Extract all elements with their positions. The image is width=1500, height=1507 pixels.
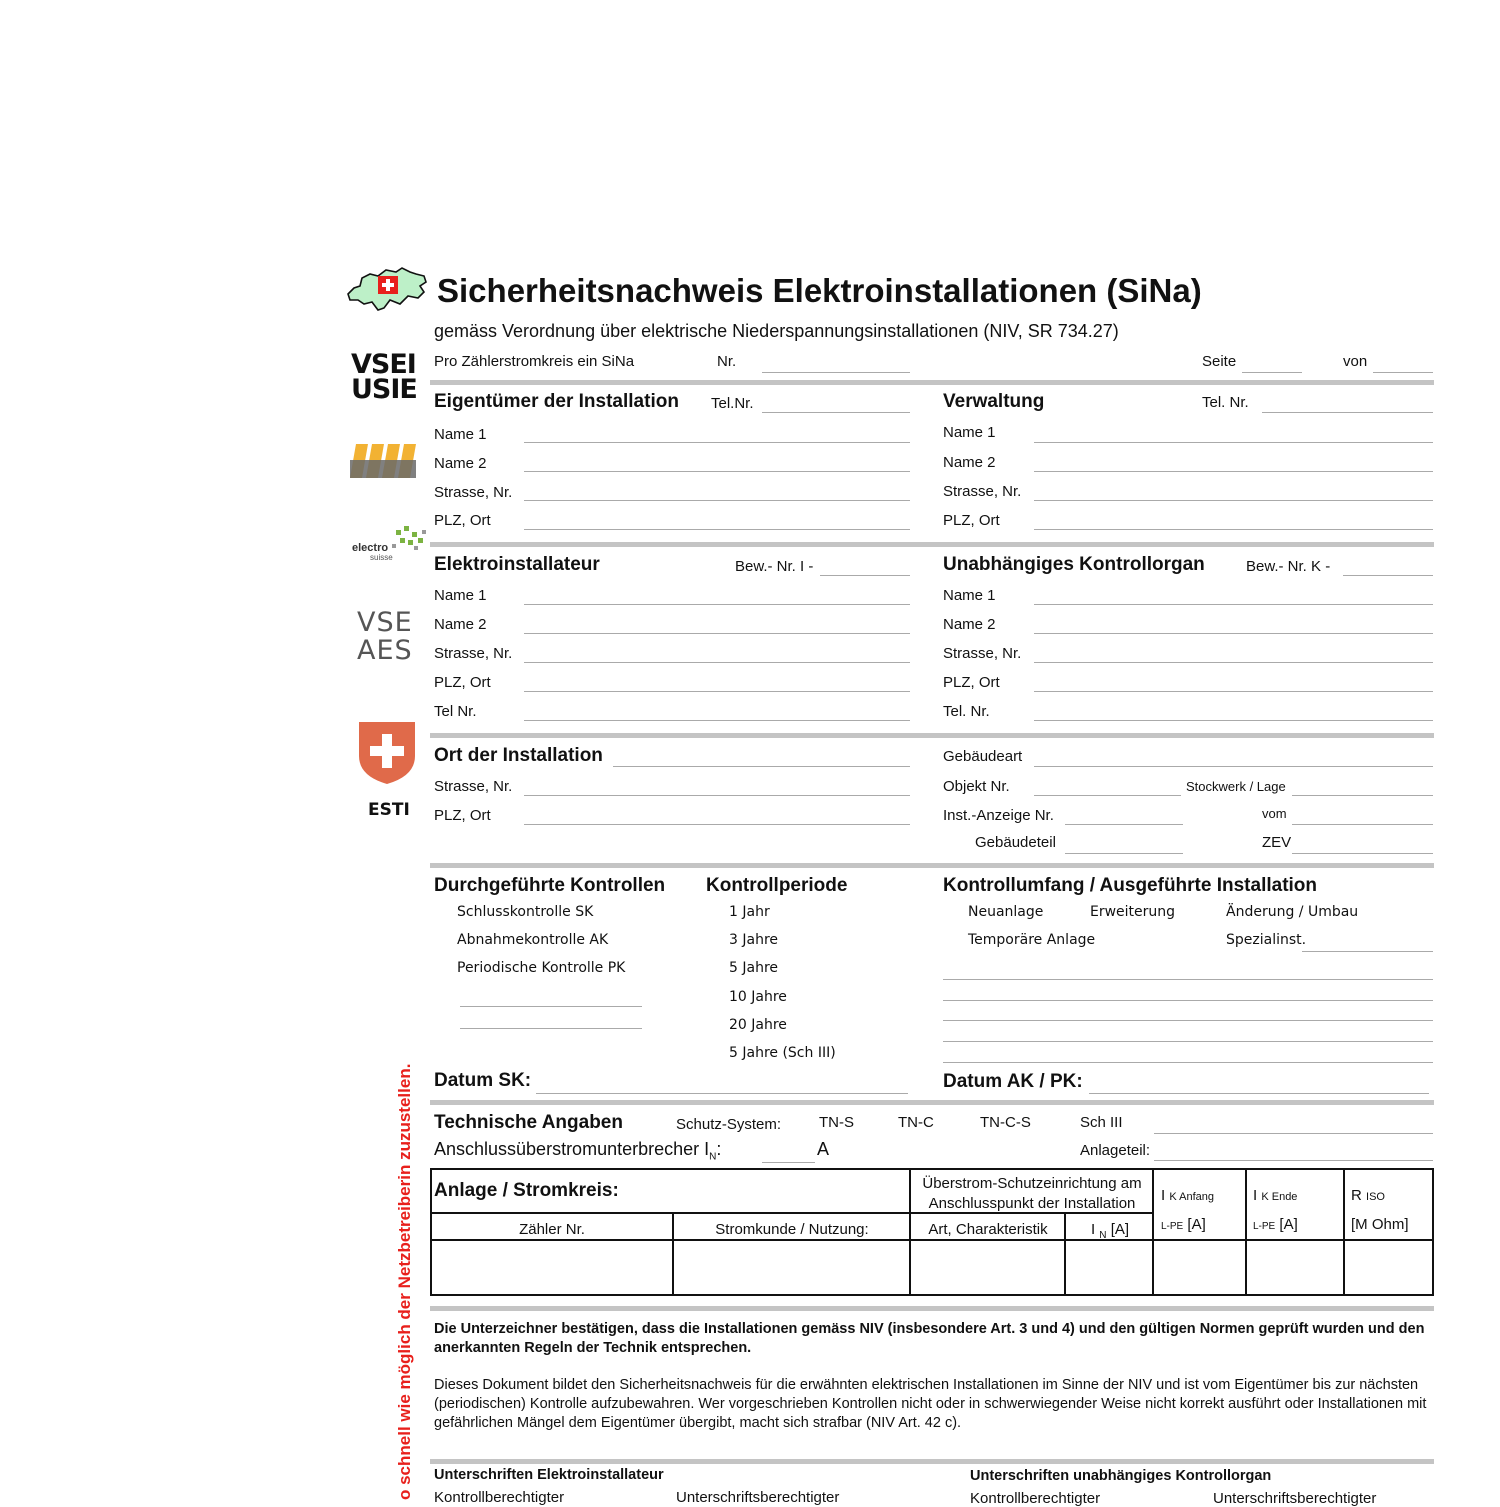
building-type-label: Gebäudeart (943, 748, 1023, 765)
location-city-line[interactable] (524, 824, 910, 825)
table-cell-type[interactable] (912, 1242, 1064, 1294)
installer-bew-label: Bew.- Nr. I - (735, 558, 814, 575)
ik-start-header: I K Anfang L-PE [A] (1161, 1187, 1214, 1233)
zev-label: ZEV (1262, 834, 1292, 851)
form-subtitle: gemäss Verordnung über elektrische Niederspannungsinstallationen (NIV, SR 734.27) (434, 321, 1119, 341)
declaration-bold: Die Unterzeichner bestätigen, dass die Installationen gemäss NIV (insbesondere Art. 3 und 4) und den gültigen Normen geprüft wurden und den anerkannten Regeln der Technik entsprechen. (434, 1321, 1425, 1356)
table-cell-ik-end[interactable] (1248, 1242, 1343, 1294)
divider (430, 1100, 1434, 1105)
admin-city-line[interactable] (1034, 529, 1433, 530)
object-nr-label: Objekt Nr. (943, 778, 1010, 795)
owner-name2-line[interactable] (524, 471, 910, 472)
breaker-unit: A (817, 1139, 830, 1159)
per-meter-label: Pro Zählerstromkreis ein SiNa (434, 353, 635, 370)
owner-street-line[interactable] (524, 500, 910, 501)
from-label: vom (1262, 806, 1287, 821)
inspector-signatures-title: Unterschriften unabhängiges Kontrollorgan (970, 1468, 1272, 1484)
system-tn-c[interactable]: TN-C (898, 1114, 934, 1131)
inspector-name1-label: Name 1 (943, 587, 996, 604)
installer-control-label: Kontrollberechtigter (434, 1489, 565, 1506)
scope-change[interactable]: Änderung / Umbau (1226, 904, 1359, 920)
scope-line-1[interactable] (943, 979, 1433, 980)
location-title: Ort der Installation (434, 745, 603, 766)
installer-bew-line[interactable] (820, 575, 910, 576)
period-1[interactable]: 1 Jahr (729, 904, 770, 920)
period-title: Kontrollperiode (706, 875, 848, 896)
scope-title: Kontrollumfang / Ausgeführte Installation (943, 875, 1318, 896)
admin-city-label: PLZ, Ort (943, 512, 1000, 529)
switzerland-map-icon (344, 264, 428, 314)
owner-city-label: PLZ, Ort (434, 512, 491, 529)
esti-shield-icon (357, 720, 417, 786)
check-sk-label[interactable]: Schlusskontrolle SK (457, 904, 594, 920)
period-10[interactable]: 10 Jahre (729, 989, 787, 1005)
check-extra-line-1[interactable] (460, 1006, 642, 1007)
installer-city-line[interactable] (524, 691, 910, 692)
inspector-control-label: Kontrollberechtigter (970, 1490, 1101, 1507)
admin-name1-label: Name 1 (943, 424, 996, 441)
scope-special-line[interactable] (1302, 951, 1433, 952)
vsek-logo (350, 442, 420, 478)
admin-title: Verwaltung (943, 391, 1045, 412)
meter-nr-header: Zähler Nr. (519, 1221, 585, 1238)
admin-street-line[interactable] (1034, 500, 1433, 501)
building-type-line[interactable] (1034, 766, 1433, 767)
scope-line-4[interactable] (943, 1041, 1433, 1042)
period-5[interactable]: 5 Jahre (729, 960, 778, 976)
inspector-signer-label: Unterschriftsberechtigter (1213, 1490, 1377, 1507)
date-sk-label: Datum SK: (434, 1070, 532, 1091)
scope-line-3[interactable] (943, 1020, 1433, 1021)
inspector-name2-line[interactable] (1034, 633, 1433, 634)
location-title-line[interactable] (613, 766, 910, 767)
technical-title: Technische Angaben (434, 1112, 623, 1133)
period-5-sch3[interactable]: 5 Jahre (Sch III) (729, 1045, 836, 1061)
divider (430, 1306, 1434, 1311)
building-part-line[interactable] (1065, 853, 1183, 854)
scope-special[interactable]: Spezialinst. (1226, 932, 1307, 948)
inspector-street-line[interactable] (1034, 662, 1433, 663)
owner-name1-line[interactable] (524, 442, 910, 443)
system-line[interactable] (1154, 1133, 1433, 1134)
table-cell-in[interactable] (1067, 1242, 1153, 1294)
installer-name1-label: Name 1 (434, 587, 487, 604)
building-part-label: Gebäudeteil (975, 834, 1056, 851)
floor-line[interactable] (1292, 795, 1433, 796)
nr-input-line[interactable] (762, 372, 910, 373)
date-ak-line[interactable] (1089, 1093, 1429, 1094)
owner-tel-line[interactable] (762, 412, 910, 413)
scope-temporary[interactable]: Temporäre Anlage (968, 932, 1096, 948)
admin-tel-line[interactable] (1262, 412, 1433, 413)
inspector-name1-line[interactable] (1034, 604, 1433, 605)
nr-label: Nr. (717, 353, 737, 370)
installer-name1-line[interactable] (524, 604, 910, 605)
check-pk-label[interactable]: Periodische Kontrolle PK (457, 960, 626, 976)
part-line[interactable] (1154, 1160, 1433, 1161)
admin-name2-label: Name 2 (943, 454, 996, 471)
installer-title: Elektroinstallateur (434, 554, 600, 575)
inst-notice-line[interactable] (1065, 824, 1183, 825)
installer-tel-label: Tel Nr. (434, 703, 477, 720)
type-header: Art, Charakteristik (928, 1221, 1048, 1238)
period-3[interactable]: 3 Jahre (729, 932, 778, 948)
system-tn-c-s[interactable]: TN-C-S (980, 1114, 1031, 1131)
table-cell-meter[interactable] (433, 1242, 672, 1294)
owner-title: Eigentümer der Installation (434, 391, 679, 412)
part-label: Anlageteil: (1080, 1142, 1151, 1159)
date-sk-line[interactable] (536, 1093, 908, 1094)
ik-end-header: I K Ende L-PE [A] (1253, 1187, 1298, 1233)
installer-city-label: PLZ, Ort (434, 674, 491, 691)
admin-name1-line[interactable] (1034, 442, 1433, 443)
page-label: Seite (1202, 353, 1237, 370)
declaration-text: Dieses Dokument bildet den Sicherheitsnachweis für die erwähnten elektrischen Installationen im Sinne der NIV und ist vom Eigentümer bis zur nächsten (periodischen) Kontrolle aufzubewahren. Wer vorgeschrieben Kontrollen nicht oder in schwerwiegender Weise nicht korrekt ausführt oder Installationen mit gefährlichen Mängel dem Eigentümer übergibt, macht sich strafbar (NIV Art. 42 c). (434, 1377, 1427, 1431)
scope-line-5[interactable] (943, 1062, 1433, 1063)
form-title: Sicherheitsnachweis Elektroinstallationen (SiNa) (437, 272, 1202, 309)
owner-name1-label: Name 1 (434, 426, 487, 443)
divider (430, 863, 1434, 868)
electrosuisse-logo: electro suisse (352, 524, 428, 564)
owner-tel-label: Tel.Nr. (711, 395, 754, 412)
zev-line[interactable] (1292, 853, 1433, 854)
esti-label: ESTI (368, 800, 410, 820)
owner-street-label: Strasse, Nr. (434, 484, 513, 501)
installer-name2-label: Name 2 (434, 616, 487, 633)
check-ak-label[interactable]: Abnahmekontrolle AK (457, 932, 609, 948)
location-street-line[interactable] (524, 795, 910, 796)
installer-signer-label: Unterschriftsberechtigter (676, 1489, 840, 1506)
breaker-label: Anschlussüberstromunterbrecher $I_N$: (434, 1139, 722, 1163)
location-city-label: PLZ, Ort (434, 807, 491, 824)
from-line[interactable] (1292, 824, 1433, 825)
admin-name2-line[interactable] (1034, 471, 1433, 472)
location-street-label: Strasse, Nr. (434, 778, 513, 795)
checks-title: Durchgeführte Kontrollen (434, 875, 666, 896)
installer-name2-line[interactable] (524, 633, 910, 634)
inspector-name2-label: Name 2 (943, 616, 996, 633)
inspector-city-label: PLZ, Ort (943, 674, 1000, 691)
inspector-city-line[interactable] (1034, 691, 1433, 692)
admin-street-label: Strasse, Nr. (943, 483, 1022, 500)
inspector-title: Unabhängiges Kontrollorgan (943, 554, 1205, 575)
inspector-tel-line[interactable] (1034, 720, 1433, 721)
installer-signatures-title: Unterschriften Elektroinstallateur (434, 1467, 664, 1483)
protection-label: Schutz-System: (676, 1116, 782, 1133)
divider (430, 733, 1434, 738)
check-extra-line-2[interactable] (460, 1028, 642, 1029)
owner-name2-label: Name 2 (434, 455, 487, 472)
table-cell-customer[interactable] (675, 1242, 909, 1294)
scope-extension[interactable]: Erweiterung (1090, 904, 1176, 920)
page-input-line[interactable] (1242, 372, 1302, 373)
date-ak-label: Datum AK / PK: (943, 1071, 1083, 1092)
scope-new[interactable]: Neuanlage (968, 904, 1044, 920)
vsei-logo: VSEI USIE (351, 349, 417, 405)
inspector-bew-label: Bew.- Nr. K - (1246, 558, 1331, 575)
of-label: von (1343, 353, 1368, 370)
system-sch3[interactable]: Sch III (1080, 1114, 1123, 1131)
floor-label: Stockwerk / Lage (1186, 779, 1286, 794)
divider (430, 380, 1434, 385)
installer-tel-line[interactable] (524, 720, 910, 721)
period-20[interactable]: 20 Jahre (729, 1017, 787, 1033)
owner-city-line[interactable] (524, 529, 910, 530)
divider (430, 542, 1434, 547)
system-tn-s[interactable]: TN-S (819, 1114, 854, 1131)
inspector-street-label: Strasse, Nr. (943, 645, 1022, 662)
riso-header: R ISO [M Ohm] (1351, 1187, 1409, 1233)
vse-logo: VSE AES (357, 607, 413, 666)
inspector-tel-label: Tel. Nr. (943, 703, 990, 720)
scope-line-2[interactable] (943, 1000, 1433, 1001)
table-cell-ik-start[interactable] (1155, 1242, 1245, 1294)
table-cell-riso[interactable] (1346, 1242, 1432, 1294)
object-nr-line[interactable] (1034, 795, 1181, 796)
overcurrent-header: Überstrom-Schutzeinrichtung am Anschlusspunkt der Installation (922, 1175, 1142, 1212)
breaker-line[interactable] (762, 1162, 815, 1163)
installer-street-label: Strasse, Nr. (434, 645, 513, 662)
admin-tel-label: Tel. Nr. (1202, 394, 1249, 411)
installer-street-line[interactable] (524, 662, 910, 663)
circuit-header: Anlage / Stromkreis: (434, 1180, 619, 1201)
side-note: o schnell wie möglich der Netzbetreiberin zuzustellen. (395, 1063, 414, 1500)
of-input-line[interactable] (1373, 372, 1433, 373)
customer-header: Stromkunde / Nutzung: (715, 1221, 869, 1238)
in-header: I $_N$ [A] (1090, 1221, 1130, 1241)
inspector-bew-line[interactable] (1343, 575, 1433, 576)
inst-notice-label: Inst.-Anzeige Nr. (943, 807, 1054, 824)
divider (430, 1459, 1434, 1464)
